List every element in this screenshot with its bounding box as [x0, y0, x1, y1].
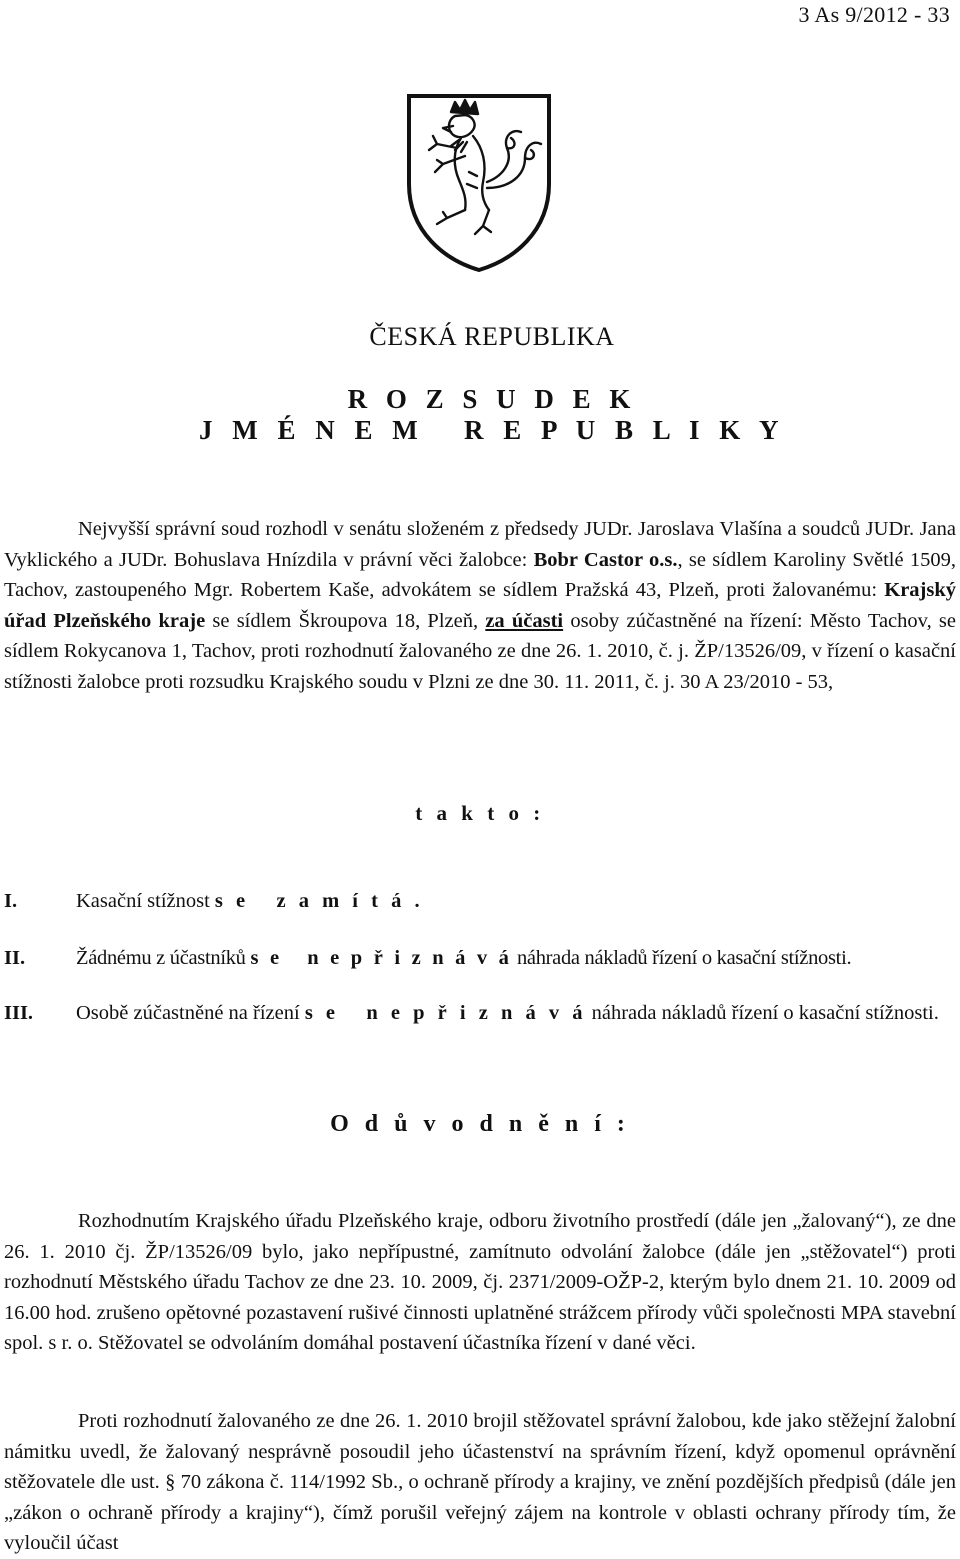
- verdict-item-ruling: s e z a m í t á .: [214, 890, 424, 912]
- plaintiff-name: Bobr Castor o.s.: [533, 548, 678, 571]
- reasoning-heading: O d ů v o d n ě n í :: [330, 1111, 630, 1137]
- document-title: [0, 384, 960, 446]
- verdict-heading: t a k t o :: [415, 801, 545, 825]
- defendant-name: Krajský úřad Plzeňského kraje: [4, 579, 956, 632]
- verdict-item: [4, 943, 956, 974]
- verdict-item: [4, 998, 956, 1029]
- intro-paragraph: [4, 514, 956, 697]
- verdict-item-number: III.: [4, 1002, 34, 1024]
- verdict-item-number: I.: [4, 890, 18, 912]
- intro-text-3: se sídlem Škroupova 18, Plzeň,: [205, 609, 486, 632]
- intro-text-1: Nejvyšší správní soud rozhodl v senátu složeném z předsedy JUDr. Jaroslava Vlašína a soudců JUDr. Jana Vyklického a JUDr. Bohuslava Hnízdila v právní věci žalobce:: [4, 518, 956, 571]
- intro-text-4: osoby zúčastněné na řízení: Město Tachov, se sídlem Rokycanova 1, Tachov, proti rozhodnutí žalovaného ze dne 26. 1. 2010, č. j. ŽP/13526/09, v řízení o kasační stížnosti žalobce proti rozsudku Krajského soudu v Plzni ze dne 30. 11. 2011, č. j. 30 A 23/2010 - 53,: [4, 609, 956, 693]
- verdict-item: [4, 886, 956, 917]
- document-title-line1: R O Z S U D E K: [347, 384, 637, 414]
- verdict-item-ruling: s e n e p ř i z n á v á: [304, 1002, 587, 1024]
- verdict-item-text: Žádnému z účastníků: [76, 947, 251, 969]
- participation-label: za účasti: [485, 609, 564, 632]
- verdict-item-number: II.: [4, 947, 26, 969]
- reasoning-paragraph-1: Rozhodnutím Krajského úřadu Plzeňského kraje, odboru životního prostředí (dále jen „žalovaný“), ze dne 26. 1. 2010 čj. ŽP/13526/09 bylo, jako nepřípustné, zamítnuto odvolání žalobce (dále jen „stěžovatel“) proti rozhodnutí Městského úřadu Tachov ze dne 23. 10. 2009, čj. 2371/2009-OŽP-2, kterým bylo dnem 21. 10. 2009 od 16.00 hod. zrušeno opětovné pozastavení rušivé činnosti uplatněné strážcem přírody vůči společnosti MPA stavební spol. s r. o. Stěžovatel se odvoláním domáhal postavení účastníka řízení v dané věci.: [4, 1210, 956, 1354]
- verdict-item-text-end: náhrada nákladů řízení o kasační stížnosti.: [512, 947, 852, 969]
- verdict-item-text: Kasační stížnost: [76, 890, 215, 912]
- case-number: 3 As 9/2012 - 33: [798, 2, 950, 27]
- verdict-item-text: Osobě zúčastněné na řízení: [76, 1002, 305, 1024]
- document-title-line2: J M É N E M R E P U B L I K Y: [198, 415, 786, 445]
- verdict-item-ruling: s e n e p ř i z n á v á: [250, 947, 513, 969]
- verdict-item-text-end: náhrada nákladů řízení o kasační stížnosti.: [586, 1002, 939, 1024]
- intro-text-2: , se sídlem Karoliny Světlé 1509, Tachov, zastoupeného Mgr. Robertem Kaše, advokátem se sídlem Pražská 43, Plzeň, proti žalovanému:: [4, 548, 957, 601]
- reasoning-paragraph-2: Proti rozhodnutí žalovaného ze dne 26. 1. 2010 brojil stěžovatel správní žalobou, kde jako stěžejní žalobní námitku uvedl, že žalovaný nesprávně posoudil jeho účastenství na správním řízení, když opomenul oprávnění stěžovatele dle ust. § 70 zákona č. 114/1992 Sb., o ochraně přírody a krajiny, ve znění pozdějších předpisů (dále jen „zákon o ochraně přírody a krajiny“), čímž porušil veřejný zájem na kontrole v oblasti ochrany přírody tím, že vyloučil účast: [4, 1410, 956, 1554]
- czech-lion-coat-of-arms-icon: [403, 92, 555, 274]
- country-title: ČESKÁ REPUBLIKA: [369, 322, 615, 351]
